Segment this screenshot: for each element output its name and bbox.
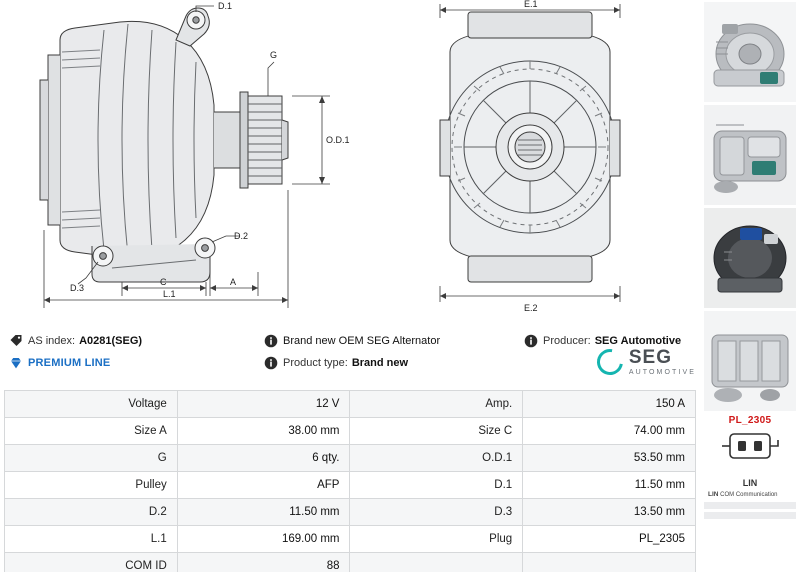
svg-text:D.1: D.1	[218, 1, 233, 11]
spec-key-empty	[350, 553, 523, 572]
svg-text:A: A	[230, 277, 237, 287]
placeholder-bars	[704, 502, 796, 519]
thumbnail-photo-1[interactable]	[704, 2, 796, 102]
lin-note-abbr: LIN	[708, 491, 719, 498]
spec-key: COM ID	[5, 553, 178, 572]
as-index	[8, 334, 263, 349]
spec-value: 74.00 mm	[523, 418, 696, 445]
producer-value: SEG Automotive	[594, 335, 682, 347]
as-index-value: A0281(SEG)	[79, 335, 143, 347]
plug-code-label: PL_2305	[728, 415, 772, 426]
specifications-table	[4, 390, 696, 572]
premium-line	[8, 356, 263, 371]
seg-logo-name: SEG	[628, 347, 672, 368]
product-type	[263, 356, 523, 371]
spec-value: AFP	[177, 472, 350, 499]
spec-value: 13.50 mm	[523, 499, 696, 526]
diamond-icon	[8, 356, 23, 371]
spec-value: 6 qty.	[177, 445, 350, 472]
front-view-drawing	[400, 0, 660, 318]
svg-text:D.3: D.3	[70, 283, 85, 293]
spec-key: G	[5, 445, 178, 472]
seg-logo-sub: AUTOMOTIVE	[628, 369, 696, 376]
as-index-label: AS index:	[28, 335, 76, 347]
spec-value: 169.00 mm	[177, 526, 350, 553]
info-icon-2	[523, 334, 538, 349]
spec-key: Voltage	[5, 391, 178, 418]
svg-text:G: G	[270, 50, 278, 60]
spec-value: 150 A	[523, 391, 696, 418]
info-row-2	[8, 352, 698, 374]
technical-drawings	[0, 0, 700, 318]
spec-key: Size C	[350, 418, 523, 445]
premium-line-label: PREMIUM LINE	[28, 357, 111, 369]
spec-value: 12 V	[177, 391, 350, 418]
seg-ring-icon	[592, 344, 628, 380]
spec-key: D.3	[350, 499, 523, 526]
svg-text:D.2: D.2	[234, 231, 249, 241]
table-row	[5, 499, 696, 526]
spec-key: L.1	[5, 526, 178, 553]
spec-key: Plug	[350, 526, 523, 553]
spec-key: D.1	[350, 472, 523, 499]
spec-key: O.D.1	[350, 445, 523, 472]
svg-text:L.1: L.1	[163, 289, 176, 299]
thumbnail-photo-2[interactable]	[704, 105, 796, 205]
svg-text:E.1: E.1	[524, 0, 538, 9]
spec-value: 38.00 mm	[177, 418, 350, 445]
product-type-value: Brand new	[351, 357, 409, 369]
table-row	[5, 418, 696, 445]
table-row	[5, 391, 696, 418]
brand-new-oem-text: Brand new OEM SEG Alternator	[283, 335, 441, 347]
spec-value: PL_2305	[523, 526, 696, 553]
spec-value: 88	[177, 553, 350, 572]
info-icon-1	[263, 334, 278, 349]
placeholder-bar-2	[704, 512, 796, 519]
table-row	[5, 553, 696, 572]
svg-text:E.2: E.2	[524, 303, 538, 313]
side-view-drawing	[0, 0, 350, 318]
info-icon-3	[263, 356, 278, 371]
spec-value-empty	[523, 553, 696, 572]
table-row	[5, 445, 696, 472]
svg-text:O.D.1: O.D.1	[326, 135, 350, 145]
placeholder-bar-1	[704, 502, 796, 509]
tag-icon	[8, 334, 23, 349]
svg-text:C: C	[160, 277, 167, 287]
lin-note	[704, 491, 796, 498]
table-row	[5, 526, 696, 553]
table-row	[5, 472, 696, 499]
spec-value: 11.50 mm	[523, 472, 696, 499]
seg-logo	[597, 348, 696, 376]
thumbnail-photo-4[interactable]	[704, 311, 796, 411]
info-row-1	[8, 330, 698, 352]
thumbnail-photo-3[interactable]	[704, 208, 796, 308]
spec-key: D.2	[5, 499, 178, 526]
brand-new-oem	[263, 334, 523, 349]
spec-value: 11.50 mm	[177, 499, 350, 526]
product-info	[8, 330, 698, 374]
thumbnail-gallery	[700, 0, 800, 572]
spec-key: Pulley	[5, 472, 178, 499]
spec-value: 53.50 mm	[523, 445, 696, 472]
lin-note-text: COM Communication	[720, 492, 778, 498]
plug-diagram	[704, 428, 796, 488]
lin-label: LIN	[742, 478, 758, 488]
product-type-label: Product type:	[283, 357, 348, 369]
producer-label: Producer:	[543, 335, 591, 347]
spec-key: Size A	[5, 418, 178, 445]
spec-key: Amp.	[350, 391, 523, 418]
